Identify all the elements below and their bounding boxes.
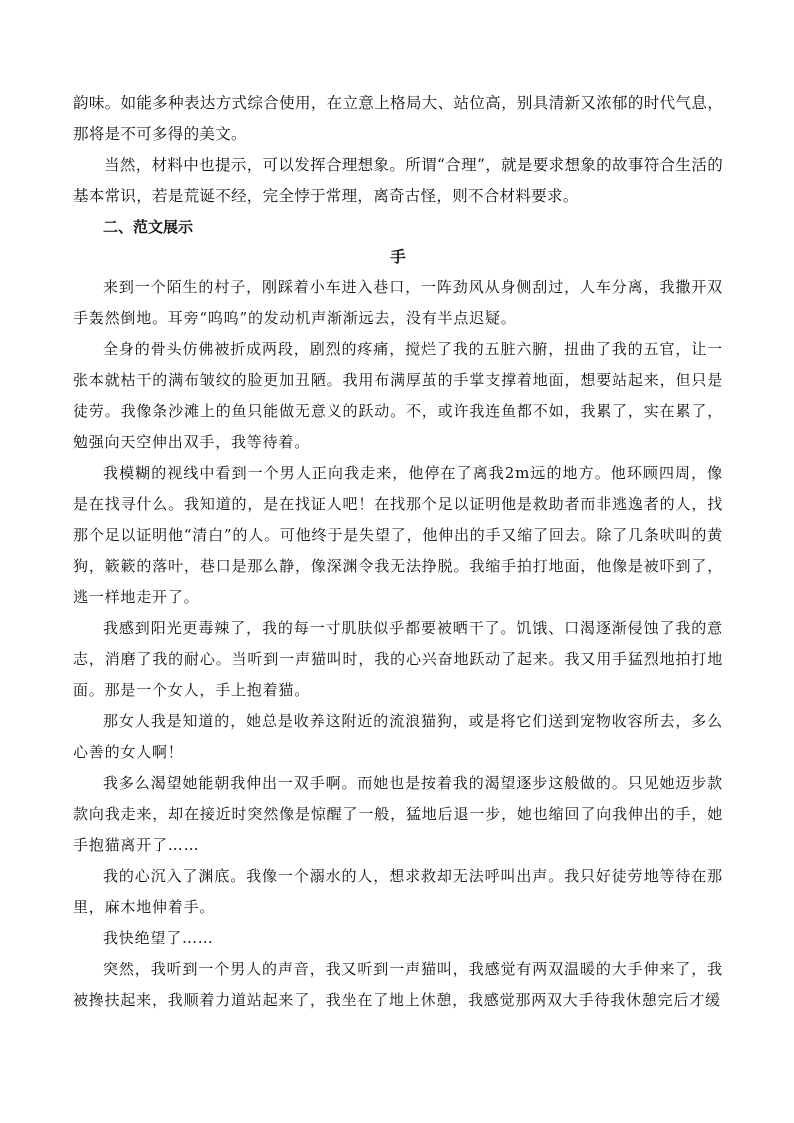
essay-paragraph-5: 那女人我是知道的，她总是收养这附近的流浪猫狗，或是将它们送到宠物收容所去，多么心善的女人啊！ (73, 712, 723, 761)
intro-paragraph-2: 当然，材料中也提示，可以发挥合理想象。所谓“合理”，就是要求想象的故事符合生活的基本常识，若是荒诞不经，完全悖于常理，离奇古怪，则不合材料要求。 (73, 156, 723, 205)
essay-paragraph-7: 我的心沉入了渊底。我像一个溺水的人，想求救却无法呼叫出声。我只好徒劳地等待在那里，麻木地伸着手。 (73, 867, 723, 916)
essay-paragraph-6: 我多么渴望她能朝我伸出一双手啊。而她也是按着我的渴望逐步这般做的。只见她迈步款款向我走来，却在接近时突然像是惊醒了一般，猛地后退一步，她也缩回了向我伸出的手，她手抱猫离开了…… (73, 774, 723, 854)
essay-paragraph-9: 突然，我听到一个男人的声音，我又听到一声猫叫，我感觉有两双温暖的大手伸来了，我被搀扶起来，我顺着力道站起来了，我坐在了地上休憩，我感觉那两双大手待我休憩完后才缓 (73, 960, 723, 1009)
essay-paragraph-8: 我快绝望了…… (103, 929, 214, 947)
essay-paragraph-3: 我模糊的视线中看到一个男人正向我走来，他停在了离我2m远的地方。他环顾四周，像是在找寻什么。我知道的，是在找证人吧！在找那个足以证明他是救助者而非逃逸者的人，找那个足以证明他“清白”的人。可他终于是失望了，他伸出的手又缩了回去。除了几条吠叫的黄狗，簌簌的落叶，巷口是那么静，像深渊令我无法挣脱。我缩手拍打地面，他像是被吓到了，逃一样地走开了。 (73, 464, 723, 606)
intro-paragraph-1: 韵味。如能多种表达方式综合使用，在立意上格局大、站位高，别具清新又浓郁的时代气息，那将是不可多得的美文。 (73, 94, 723, 143)
document-page (73, 88, 723, 1016)
essay-paragraph-1: 来到一个陌生的村子，刚踩着小车进入巷口，一阵劲风从身侧刮过，人车分离，我撒开双手轰然倒地。耳旁“呜呜”的发动机声渐渐远去，没有半点迟疑。 (73, 278, 723, 327)
section-heading: 二、范文展示 (103, 218, 194, 236)
essay-body (73, 272, 723, 1016)
essay-title: 手 (390, 248, 406, 266)
essay-paragraph-2: 全身的骨头仿佛被折成两段，剧烈的疼痛，搅烂了我的五脏六腑，扭曲了我的五官，让一张本就枯干的满布皱纹的脸更加丑陋。我用布满厚茧的手掌支撑着地面，想要站起来，但只是徒劳。我像条沙滩上的鱼只能做无意义的跃动。不，或许我连鱼都不如，我累了，实在累了，勉强向天空伸出双手，我等待着。 (73, 340, 723, 451)
essay-paragraph-4: 我感到阳光更毒辣了，我的每一寸肌肤似乎都要被晒干了。饥饿、口渴逐渐侵蚀了我的意志，消磨了我的耐心。当听到一声猫叫时，我的心兴奋地跃动了起来。我又用手猛烈地拍打地面。那是一个女人，手上抱着猫。 (73, 619, 723, 699)
